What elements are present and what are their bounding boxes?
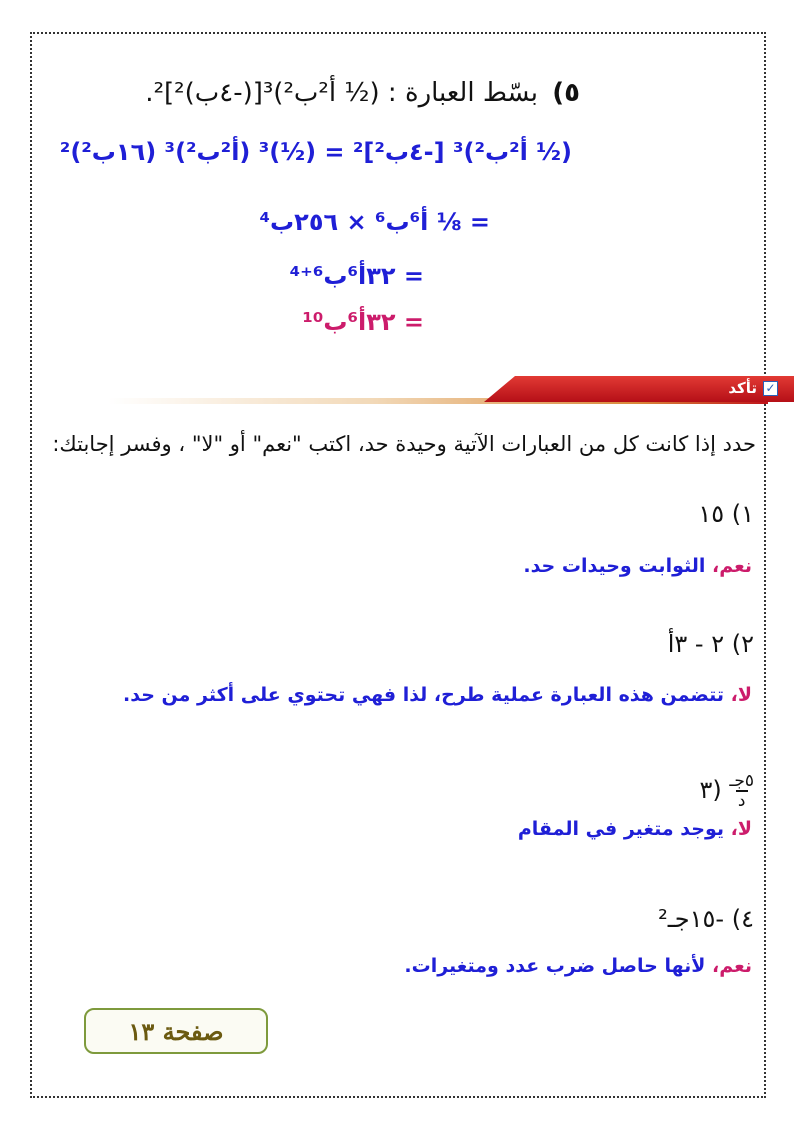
answer-verdict: نعم،	[712, 955, 752, 977]
exercise-expression: -١٥جـ²	[658, 905, 725, 933]
solution-step-3: = ٣٢أ⁶ب⁶⁺⁴	[289, 262, 424, 290]
page-number-label: صفحة ١٣	[128, 1016, 224, 1046]
answer-explanation: لأنها حاصل ضرب عدد ومتغيرات.	[404, 955, 713, 977]
section-title	[728, 379, 778, 397]
answer-explanation: يوجد متغير في المقام	[517, 818, 731, 840]
section-label: تأكد	[728, 379, 757, 397]
answer-verdict: نعم،	[712, 555, 752, 577]
answer-3	[518, 818, 752, 840]
answer-2	[123, 684, 752, 706]
section-banner	[108, 370, 794, 406]
answer-1	[523, 555, 752, 577]
solution-step-1: (½ أ²ب²)³ [-٤ب²]² = (½)³ (أ²ب²)³ (١٦ب²)²	[59, 138, 572, 166]
problem-text: بسّط العبارة :	[387, 78, 538, 108]
exercise-expression: ١٥	[698, 500, 725, 528]
answer-4	[404, 955, 752, 977]
solution-step-final: = ٣٢أ⁶ب¹⁰	[302, 308, 424, 336]
checkbox-icon: ✓	[763, 381, 778, 396]
problem-expression: (½ أ²ب²)³[(-٤ب)²]².	[145, 78, 380, 108]
answer-explanation: تتضمن هذه العبارة عملية طرح، لذا فهي تحتوي على أكثر من حد.	[123, 684, 731, 706]
problem-5-prompt	[145, 78, 580, 108]
exercise-expression: ٢ - ٣أ	[667, 630, 725, 658]
answer-verdict: لا،	[730, 684, 752, 706]
instructions: حدد إذا كانت كل من العبارات الآتية وحيدة حد، اكتب "نعم" أو "لا" ، وفسر إجابتك:	[52, 432, 756, 456]
exercise-1	[698, 500, 754, 528]
exercise-3	[699, 772, 754, 810]
exercise-2	[668, 630, 754, 658]
solution-step-2: = ⅛ أ⁶ب⁶ × ٢٥٦ب⁴	[259, 208, 490, 236]
exercise-number: ١)	[731, 500, 754, 528]
page-number-badge	[84, 1008, 268, 1054]
answer-verdict: لا،	[730, 818, 752, 840]
exercise-number: ٣)	[699, 776, 722, 804]
exercise-4	[658, 905, 754, 933]
fraction-denominator: د	[737, 791, 746, 811]
problem-number: ٥)	[552, 78, 580, 108]
fraction-numerator: ٥جـ	[729, 771, 754, 791]
exercise-number: ٤)	[731, 905, 754, 933]
exercise-number: ٢)	[731, 630, 754, 658]
answer-explanation: الثوابت وحيدات حد.	[523, 555, 713, 577]
exercise-fraction	[729, 772, 754, 810]
